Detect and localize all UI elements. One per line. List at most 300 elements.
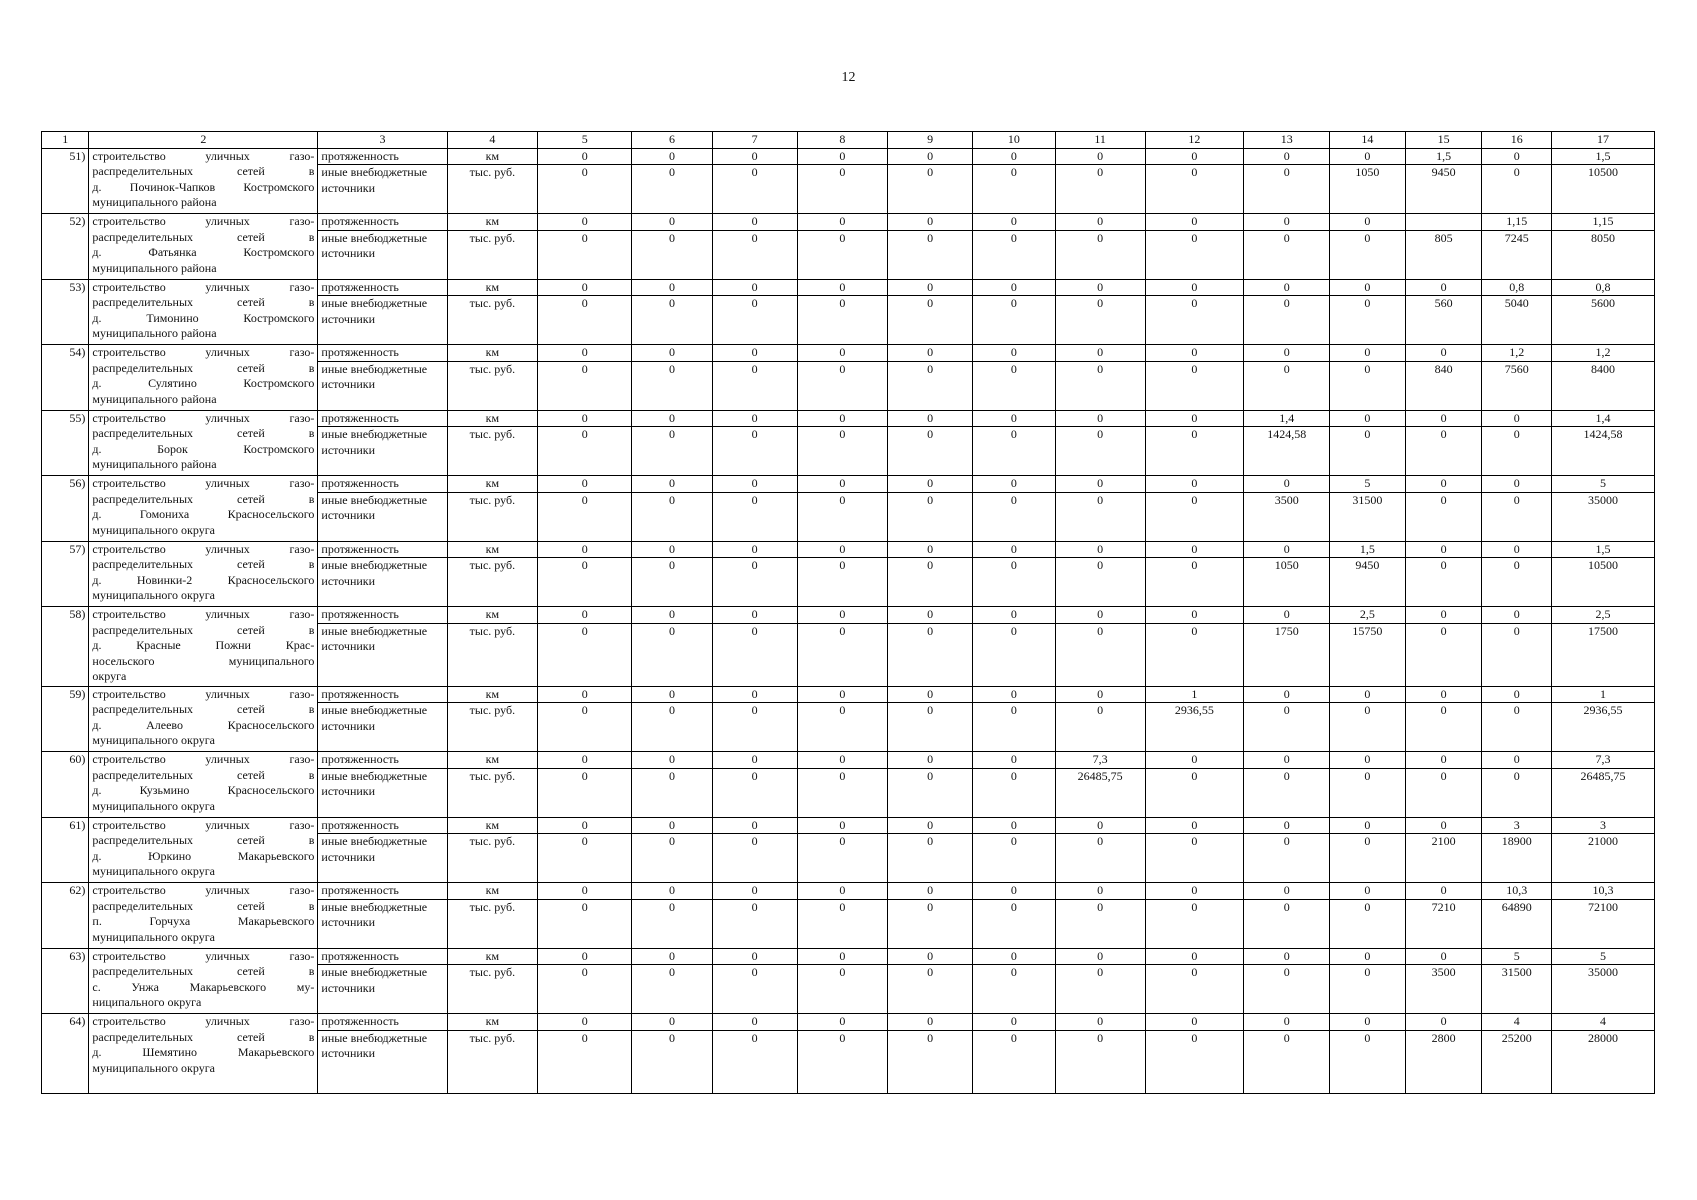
indicator-length: протяженность xyxy=(318,410,447,427)
value-cell: 0 xyxy=(538,883,632,900)
unit-km: км xyxy=(447,345,538,362)
value-cell: 1,5 xyxy=(1330,541,1406,558)
unit-thousand-rub: тыс. руб. xyxy=(447,623,538,686)
indicator-length: протяженность xyxy=(318,752,447,769)
value-cell: 0 xyxy=(1055,165,1145,214)
unit-thousand-rub: тыс. руб. xyxy=(447,492,538,541)
value-cell: 8400 xyxy=(1551,361,1654,410)
value-cell: 0 xyxy=(632,623,713,686)
value-cell: 0 xyxy=(1055,817,1145,834)
value-cell: 0 xyxy=(632,1014,713,1031)
object-name-line: строительство уличных газо- xyxy=(92,607,315,621)
unit-km: км xyxy=(447,948,538,965)
value-cell: 0 xyxy=(1482,752,1552,769)
value-cell: 0 xyxy=(797,279,888,296)
value-cell: 0 xyxy=(538,1014,632,1031)
value-cell: 0 xyxy=(712,1030,797,1093)
value-cell: 0 xyxy=(797,165,888,214)
value-cell: 3500 xyxy=(1244,492,1330,541)
object-name-line: муниципального района xyxy=(92,326,217,340)
row-index: 61) xyxy=(42,817,89,883)
value-cell: 0 xyxy=(538,148,632,165)
object-name-line: распределительных сетей в xyxy=(92,295,315,309)
value-cell: 0 xyxy=(1405,703,1482,752)
object-name xyxy=(89,1014,318,1094)
value-cell: 0 xyxy=(1482,427,1552,476)
unit-km: км xyxy=(447,214,538,231)
value-cell: 0 xyxy=(632,361,713,410)
value-cell: 0 xyxy=(712,1014,797,1031)
value-cell: 0 xyxy=(1244,1014,1330,1031)
value-cell: 0 xyxy=(632,476,713,493)
value-cell: 7245 xyxy=(1482,230,1552,279)
value-cell: 0 xyxy=(1244,1030,1330,1093)
value-cell: 0 xyxy=(712,817,797,834)
value-cell: 0 xyxy=(973,607,1056,624)
value-cell: 1050 xyxy=(1244,558,1330,607)
table-row xyxy=(42,148,1655,165)
value-cell: 10500 xyxy=(1551,165,1654,214)
value-cell: 0 xyxy=(973,296,1056,345)
value-cell: 0 xyxy=(1145,492,1244,541)
object-name-line: строительство уличных газо- xyxy=(92,476,315,490)
value-cell: 0 xyxy=(1330,768,1406,817)
value-cell: 0 xyxy=(797,1030,888,1093)
value-cell: 0 xyxy=(1055,345,1145,362)
object-name-line: муниципального района xyxy=(92,391,217,406)
value-cell: 0 xyxy=(1145,361,1244,410)
value-cell: 0 xyxy=(632,492,713,541)
value-cell: 0 xyxy=(1145,279,1244,296)
unit-thousand-rub: тыс. руб. xyxy=(447,965,538,1014)
object-name xyxy=(89,148,318,214)
indicator-length: протяженность xyxy=(318,948,447,965)
value-cell: 0 xyxy=(712,558,797,607)
table-row xyxy=(42,948,1655,965)
value-cell: 0 xyxy=(538,607,632,624)
value-cell: 0 xyxy=(1055,410,1145,427)
value-cell: 0 xyxy=(973,817,1056,834)
row-index: 57) xyxy=(42,541,89,607)
unit-thousand-rub: тыс. руб. xyxy=(447,899,538,948)
value-cell: 0 xyxy=(1055,541,1145,558)
object-name-line: распределительных сетей в xyxy=(92,1029,315,1044)
value-cell: 0 xyxy=(1405,817,1482,834)
indicator-funding: иные внебюджетные источники xyxy=(318,899,447,948)
value-cell: 0 xyxy=(712,345,797,362)
value-cell: 0 xyxy=(632,686,713,703)
indicator-length: протяженность xyxy=(318,686,447,703)
value-cell: 0 xyxy=(797,492,888,541)
value-cell: 0 xyxy=(1145,883,1244,900)
value-cell: 0 xyxy=(1330,230,1406,279)
value-cell: 0 xyxy=(1145,214,1244,231)
value-cell: 0 xyxy=(1482,607,1552,624)
value-cell: 0 xyxy=(1055,1014,1145,1031)
row-index: 58) xyxy=(42,607,89,687)
value-cell: 64890 xyxy=(1482,899,1552,948)
value-cell xyxy=(1405,214,1482,231)
column-header: 17 xyxy=(1551,132,1654,149)
value-cell: 0 xyxy=(1330,1014,1406,1031)
value-cell: 1 xyxy=(1551,686,1654,703)
table-row xyxy=(42,752,1655,769)
value-cell: 0 xyxy=(797,607,888,624)
value-cell: 0 xyxy=(1055,965,1145,1014)
value-cell: 0 xyxy=(538,427,632,476)
value-cell: 0 xyxy=(973,623,1056,686)
value-cell: 0 xyxy=(1244,834,1330,883)
object-name-line: строительство уличных газо- xyxy=(92,817,315,832)
value-cell: 0 xyxy=(797,899,888,948)
value-cell: 0 xyxy=(797,834,888,883)
value-cell: 0 xyxy=(797,214,888,231)
value-cell: 0 xyxy=(888,427,973,476)
value-cell: 0 xyxy=(797,410,888,427)
value-cell: 0 xyxy=(888,476,973,493)
row-index: 53) xyxy=(42,279,89,345)
indicator-funding: иные внебюджетные источники xyxy=(318,427,447,476)
object-name-line: д. Алеево Красносельского xyxy=(92,717,315,732)
value-cell: 0 xyxy=(1244,165,1330,214)
table-row xyxy=(42,345,1655,362)
value-cell: 0 xyxy=(1330,883,1406,900)
value-cell: 0 xyxy=(1405,623,1482,686)
value-cell: 0 xyxy=(797,361,888,410)
value-cell: 1,5 xyxy=(1551,148,1654,165)
value-cell: 1,5 xyxy=(1551,541,1654,558)
value-cell: 2936,55 xyxy=(1551,703,1654,752)
value-cell: 0 xyxy=(632,558,713,607)
value-cell: 28000 xyxy=(1551,1030,1654,1093)
value-cell: 26485,75 xyxy=(1055,768,1145,817)
value-cell: 5600 xyxy=(1551,296,1654,345)
object-name-line: распределительных сетей в xyxy=(92,833,315,847)
object-name-line: строительство уличных газо- xyxy=(92,214,315,228)
object-name xyxy=(89,279,318,345)
indicator-funding: иные внебюджетные источники xyxy=(318,768,447,817)
value-cell: 0 xyxy=(797,883,888,900)
value-cell: 0 xyxy=(1405,345,1482,362)
column-header: 15 xyxy=(1405,132,1482,149)
object-name-line: носельского муниципального xyxy=(92,653,315,668)
value-cell: 0 xyxy=(888,607,973,624)
value-cell: 0 xyxy=(1405,410,1482,427)
object-name xyxy=(89,817,318,883)
value-cell: 0 xyxy=(712,279,797,296)
value-cell: 35000 xyxy=(1551,492,1654,541)
row-index: 54) xyxy=(42,345,89,411)
column-header: 9 xyxy=(888,132,973,149)
value-cell: 0 xyxy=(1330,410,1406,427)
page-number: 12 xyxy=(841,70,856,85)
value-cell: 7,3 xyxy=(1055,752,1145,769)
unit-thousand-rub: тыс. руб. xyxy=(447,296,538,345)
value-cell: 0 xyxy=(538,817,632,834)
value-cell: 0 xyxy=(632,1030,713,1093)
value-cell: 0 xyxy=(632,230,713,279)
table-row xyxy=(42,476,1655,493)
value-cell: 0 xyxy=(888,214,973,231)
value-cell: 0 xyxy=(973,214,1056,231)
object-name-line: д. Починок-Чапков Костромского xyxy=(92,179,315,194)
value-cell: 0 xyxy=(888,296,973,345)
value-cell: 0 xyxy=(1055,230,1145,279)
value-cell: 0 xyxy=(797,558,888,607)
value-cell: 0 xyxy=(1145,345,1244,362)
object-name xyxy=(89,686,318,752)
value-cell: 0 xyxy=(797,948,888,965)
value-cell: 0 xyxy=(1145,296,1244,345)
value-cell: 0 xyxy=(1244,279,1330,296)
value-cell: 0 xyxy=(632,703,713,752)
indicator-funding: иные внебюджетные источники xyxy=(318,361,447,410)
value-cell: 10,3 xyxy=(1482,883,1552,900)
value-cell: 4 xyxy=(1482,1014,1552,1031)
indicator-funding: иные внебюджетные источники xyxy=(318,1030,447,1093)
column-header: 11 xyxy=(1055,132,1145,149)
value-cell: 0 xyxy=(712,410,797,427)
unit-thousand-rub: тыс. руб. xyxy=(447,703,538,752)
value-cell: 0 xyxy=(632,883,713,900)
value-cell: 0 xyxy=(973,279,1056,296)
value-cell: 0 xyxy=(888,752,973,769)
indicator-funding: иные внебюджетные источники xyxy=(318,165,447,214)
value-cell: 0 xyxy=(538,214,632,231)
indicator-length: протяженность xyxy=(318,279,447,296)
value-cell: 0 xyxy=(1405,558,1482,607)
indicator-length: протяженность xyxy=(318,883,447,900)
column-header: 4 xyxy=(447,132,538,149)
object-name-line: муниципального района xyxy=(92,457,217,471)
value-cell: 0 xyxy=(1244,948,1330,965)
value-cell: 31500 xyxy=(1482,965,1552,1014)
value-cell: 0 xyxy=(1244,752,1330,769)
value-cell: 0 xyxy=(1055,623,1145,686)
value-cell: 0 xyxy=(1405,768,1482,817)
value-cell: 7,3 xyxy=(1551,752,1654,769)
value-cell: 0 xyxy=(973,165,1056,214)
column-header: 10 xyxy=(973,132,1056,149)
value-cell: 1,15 xyxy=(1551,214,1654,231)
value-cell: 0 xyxy=(712,768,797,817)
object-name-line: муниципального округа xyxy=(92,733,215,747)
unit-thousand-rub: тыс. руб. xyxy=(447,768,538,817)
object-name-line: д. Шемятино Макарьевского xyxy=(92,1045,315,1059)
value-cell: 0 xyxy=(538,410,632,427)
value-cell: 3 xyxy=(1551,817,1654,834)
value-cell: 0 xyxy=(973,899,1056,948)
value-cell: 0 xyxy=(1055,476,1145,493)
unit-km: км xyxy=(447,279,538,296)
value-cell: 0 xyxy=(888,165,973,214)
object-name-line: строительство уличных газо- xyxy=(92,1014,315,1028)
value-cell: 0 xyxy=(1330,427,1406,476)
value-cell: 0 xyxy=(538,686,632,703)
indicator-length: протяженность xyxy=(318,345,447,362)
unit-thousand-rub: тыс. руб. xyxy=(447,558,538,607)
value-cell: 0 xyxy=(1330,703,1406,752)
value-cell: 0 xyxy=(1055,361,1145,410)
object-name xyxy=(89,752,318,818)
value-cell: 0 xyxy=(888,361,973,410)
value-cell: 0 xyxy=(1482,410,1552,427)
indicator-length: протяженность xyxy=(318,476,447,493)
object-name xyxy=(89,476,318,542)
value-cell: 0 xyxy=(538,492,632,541)
value-cell: 0 xyxy=(1055,948,1145,965)
value-cell: 0 xyxy=(538,476,632,493)
value-cell: 0 xyxy=(1330,752,1406,769)
value-cell: 0 xyxy=(888,492,973,541)
value-cell: 0,8 xyxy=(1551,279,1654,296)
value-cell: 0 xyxy=(712,476,797,493)
value-cell: 0 xyxy=(797,768,888,817)
value-cell: 805 xyxy=(1405,230,1482,279)
value-cell: 0 xyxy=(1405,686,1482,703)
column-header: 12 xyxy=(1145,132,1244,149)
unit-km: км xyxy=(447,148,538,165)
value-cell: 0 xyxy=(1145,558,1244,607)
value-cell: 0 xyxy=(1244,703,1330,752)
object-name-line: распределительных сетей в xyxy=(92,426,315,440)
value-cell: 0 xyxy=(712,965,797,1014)
value-cell: 0 xyxy=(888,623,973,686)
table-row xyxy=(42,817,1655,834)
value-cell: 0 xyxy=(712,541,797,558)
value-cell: 0 xyxy=(1482,686,1552,703)
column-header: 2 xyxy=(89,132,318,149)
value-cell: 0 xyxy=(973,752,1056,769)
value-cell: 0 xyxy=(1145,410,1244,427)
value-cell: 0 xyxy=(538,965,632,1014)
value-cell: 0 xyxy=(973,883,1056,900)
value-cell: 0 xyxy=(1055,558,1145,607)
value-cell: 0 xyxy=(632,834,713,883)
value-cell: 0 xyxy=(797,296,888,345)
object-name-line: муниципального округа xyxy=(92,798,215,813)
value-cell: 3500 xyxy=(1405,965,1482,1014)
value-cell: 0 xyxy=(888,703,973,752)
value-cell: 0 xyxy=(538,165,632,214)
object-name-line: распределительных сетей в xyxy=(92,491,315,506)
value-cell: 0 xyxy=(712,607,797,624)
value-cell: 0 xyxy=(1330,148,1406,165)
value-cell: 0 xyxy=(1055,899,1145,948)
value-cell: 1,2 xyxy=(1482,345,1552,362)
object-name-line: округа xyxy=(92,669,127,683)
value-cell: 0 xyxy=(632,214,713,231)
value-cell: 2100 xyxy=(1405,834,1482,883)
value-cell: 0 xyxy=(1330,296,1406,345)
unit-km: км xyxy=(447,883,538,900)
object-name xyxy=(89,214,318,280)
value-cell: 0 xyxy=(888,883,973,900)
column-header: 8 xyxy=(797,132,888,149)
object-name-line: строительство уличных газо- xyxy=(92,148,315,163)
object-name xyxy=(89,541,318,607)
indicator-funding: иные внебюджетные источники xyxy=(318,834,447,883)
indicator-funding: иные внебюджетные источники xyxy=(318,965,447,1014)
value-cell: 0 xyxy=(538,1030,632,1093)
value-cell: 10500 xyxy=(1551,558,1654,607)
object-name-line: распределительных сетей в xyxy=(92,557,315,571)
object-name-line: строительство уличных газо- xyxy=(92,883,315,897)
value-cell: 0 xyxy=(712,230,797,279)
value-cell: 0 xyxy=(1055,427,1145,476)
value-cell: 0 xyxy=(797,476,888,493)
object-name-line: д. Тимонино Костромского xyxy=(92,310,315,325)
value-cell: 0 xyxy=(1055,279,1145,296)
value-cell: 0 xyxy=(632,768,713,817)
row-index: 62) xyxy=(42,883,89,949)
value-cell: 0 xyxy=(1405,279,1482,296)
value-cell: 0 xyxy=(1055,883,1145,900)
object-name-line: муниципального района xyxy=(92,195,217,209)
value-cell: 25200 xyxy=(1482,1030,1552,1093)
value-cell: 7210 xyxy=(1405,899,1482,948)
indicator-funding: иные внебюджетные источники xyxy=(318,230,447,279)
column-header: 7 xyxy=(712,132,797,149)
value-cell: 0 xyxy=(1055,214,1145,231)
value-cell: 0 xyxy=(888,279,973,296)
value-cell: 9450 xyxy=(1330,558,1406,607)
indicator-funding: иные внебюджетные источники xyxy=(318,296,447,345)
unit-km: км xyxy=(447,476,538,493)
value-cell: 0 xyxy=(632,148,713,165)
unit-km: км xyxy=(447,686,538,703)
value-cell: 0 xyxy=(797,541,888,558)
value-cell: 0 xyxy=(1055,703,1145,752)
object-name-line: п. Горчуха Макарьевского xyxy=(92,914,315,928)
value-cell: 840 xyxy=(1405,361,1482,410)
object-name-line: д. Сулятино Костромского xyxy=(92,376,315,390)
column-header: 3 xyxy=(318,132,447,149)
value-cell: 0 xyxy=(538,296,632,345)
value-cell: 0,8 xyxy=(1482,279,1552,296)
value-cell: 0 xyxy=(1405,948,1482,965)
value-cell: 1,5 xyxy=(1405,148,1482,165)
value-cell: 0 xyxy=(1482,703,1552,752)
value-cell: 0 xyxy=(1145,476,1244,493)
value-cell: 0 xyxy=(632,165,713,214)
value-cell: 0 xyxy=(632,296,713,345)
value-cell: 0 xyxy=(797,148,888,165)
object-name-line: распределительных сетей в xyxy=(92,229,315,244)
object-name-line: распределительных сетей в xyxy=(92,360,315,375)
value-cell: 0 xyxy=(888,230,973,279)
value-cell: 0 xyxy=(1330,686,1406,703)
value-cell: 0 xyxy=(1405,883,1482,900)
table-row xyxy=(42,607,1655,624)
object-name-line: муниципального округа xyxy=(92,522,215,537)
value-cell: 0 xyxy=(973,361,1056,410)
value-cell: 0 xyxy=(1482,558,1552,607)
value-cell: 0 xyxy=(888,410,973,427)
value-cell: 0 xyxy=(1405,476,1482,493)
value-cell: 0 xyxy=(888,345,973,362)
value-cell: 0 xyxy=(1055,834,1145,883)
value-cell: 17500 xyxy=(1551,623,1654,686)
object-name-line: распределительных сетей в xyxy=(92,964,315,978)
row-index: 55) xyxy=(42,410,89,476)
value-cell: 5 xyxy=(1482,948,1552,965)
value-cell: 0 xyxy=(1055,607,1145,624)
value-cell: 0 xyxy=(632,752,713,769)
object-name-line: муниципального района xyxy=(92,260,217,275)
value-cell: 0 xyxy=(888,768,973,817)
value-cell: 1,4 xyxy=(1551,410,1654,427)
